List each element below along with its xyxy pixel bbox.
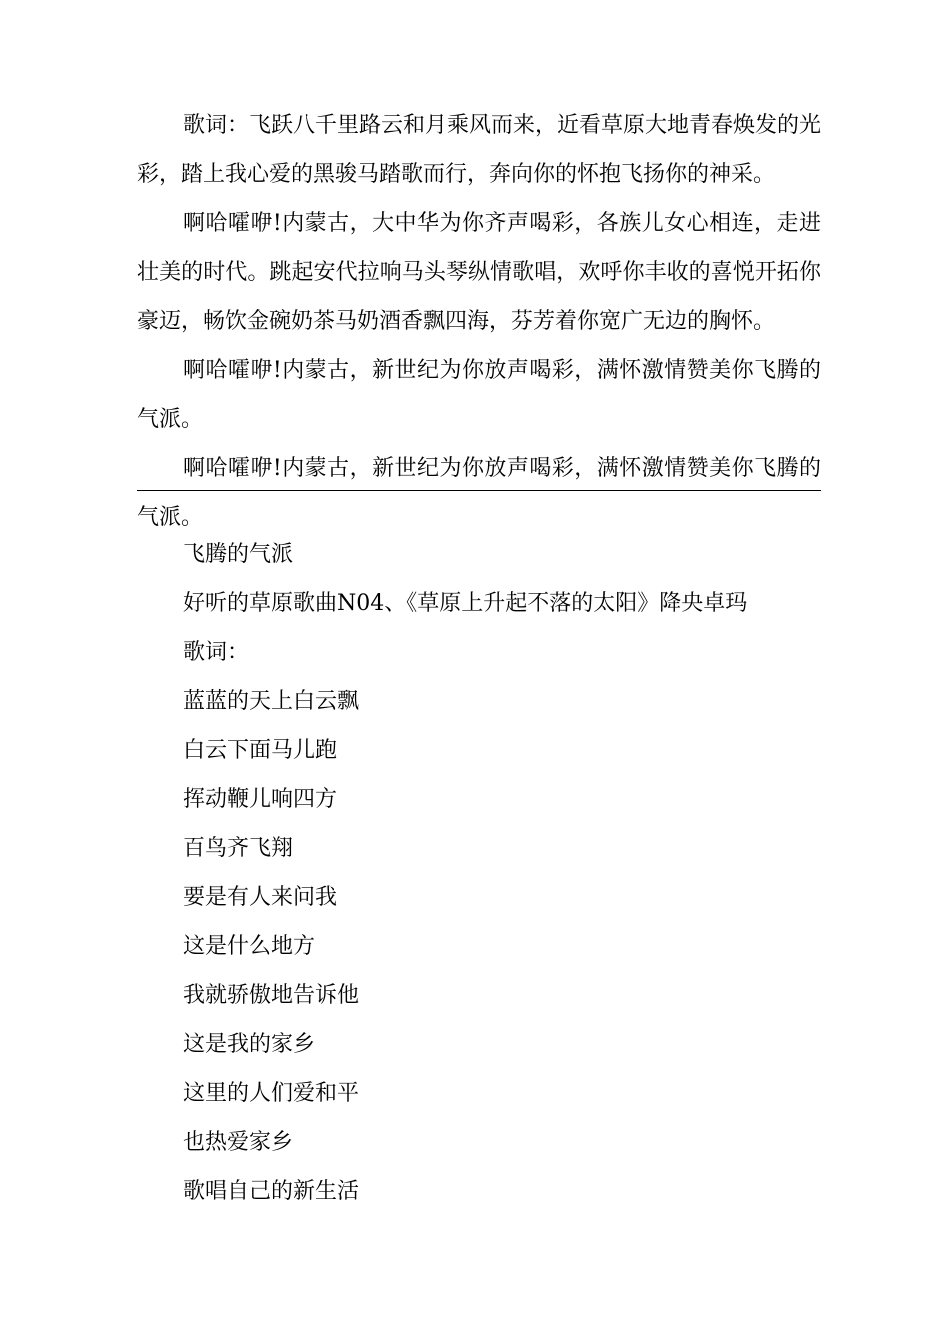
song-title-line: 好听的草原歌曲N04、《草原上升起不落的太阳》降央卓玛 [183, 591, 748, 616]
lyric-line-11: 歌唱自己的新生活 [183, 1179, 360, 1204]
lyric-line-2: 白云下面马儿跑 [183, 738, 338, 763]
lyric-line-6: 这是什么地方 [183, 934, 316, 959]
lyric-line-1: 蓝蓝的天上白云飘 [183, 689, 360, 714]
lyric-line-5: 要是有人来问我 [183, 885, 338, 910]
lyrics-paragraph-2: 啊哈嚯咿!内蒙古，大中华为你齐声喝彩，各族儿女心相连，走进壮美的时代。跳起安代拉响马头琴纵情歌唱，欢呼你丰收的喜悦开拓你豪迈，畅饮金碗奶茶马奶酒香飘四海，芬芳着你宽广无边的胸怀。 [137, 211, 821, 334]
section-divider [137, 490, 821, 491]
lyric-line-10: 也热爱家乡 [183, 1130, 294, 1155]
lyrics-paragraph-1: 歌词：飞跃八千里路云和月乘风而来，近看草原大地青春焕发的光彩，踏上我心爱的黑骏马踏歌而行，奔向你的怀抱飞扬你的神采。 [137, 113, 822, 187]
lyric-line-3: 挥动鞭儿响四方 [183, 787, 338, 812]
lyric-line-8: 这是我的家乡 [183, 1032, 316, 1057]
lyrics-label: 歌词： [183, 640, 250, 665]
lyrics-paragraph-4: 啊哈嚯咿!内蒙古，新世纪为你放声喝彩，满怀激情赞美你飞腾的气派。 [137, 456, 821, 530]
lyrics-paragraph-3: 啊哈嚯咿!内蒙古，新世纪为你放声喝彩，满怀激情赞美你飞腾的气派。 [137, 358, 821, 432]
text-line-1: 飞腾的气派 [183, 542, 294, 567]
lyric-line-9: 这里的人们爱和平 [183, 1081, 360, 1106]
lyric-line-7: 我就骄傲地告诉他 [183, 983, 360, 1008]
lyric-line-4: 百鸟齐飞翔 [183, 836, 294, 861]
